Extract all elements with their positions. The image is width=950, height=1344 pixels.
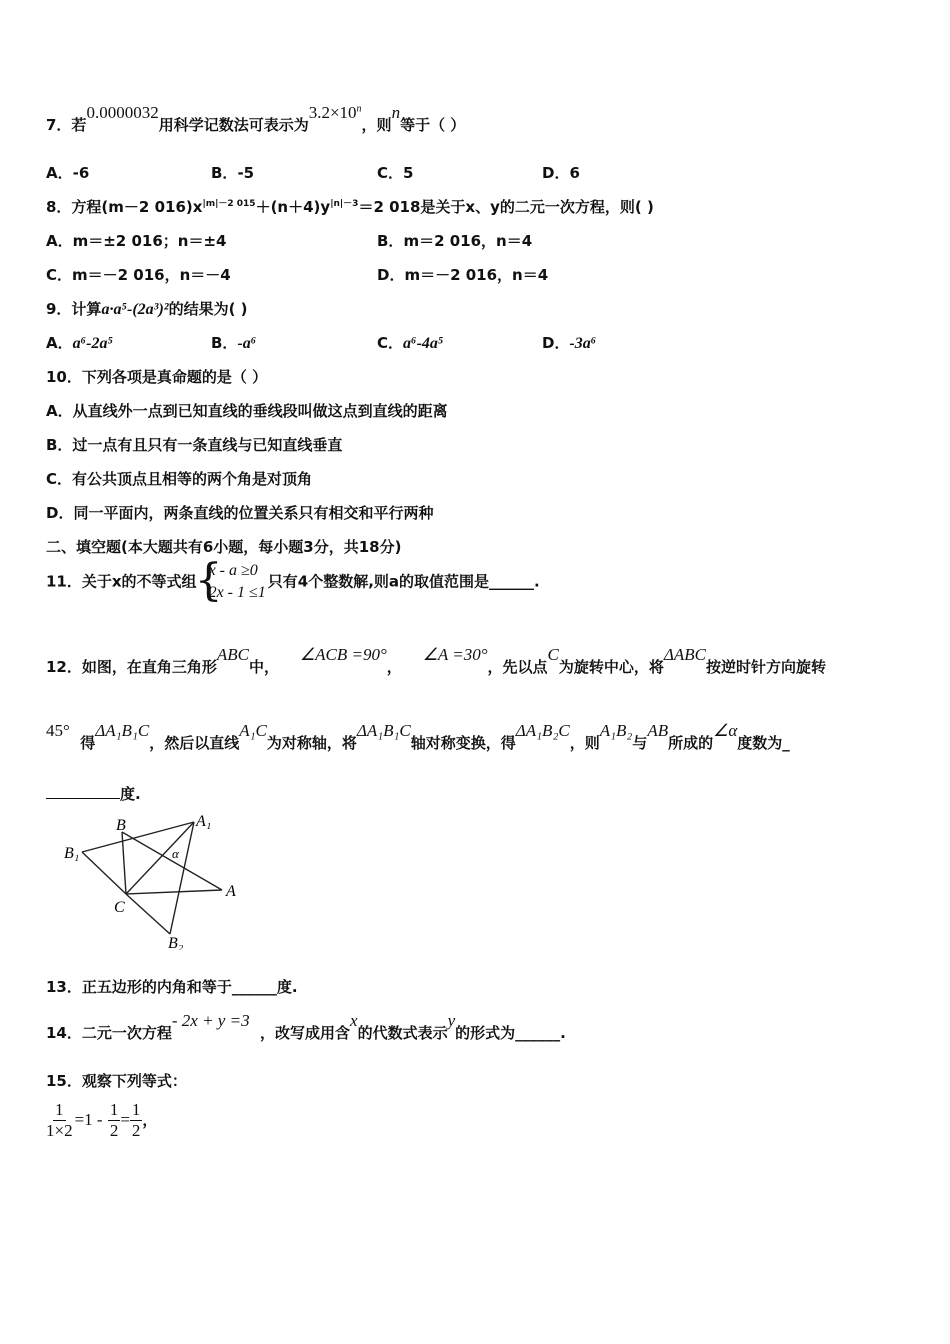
fig-label-c: C	[114, 899, 125, 916]
q10-stem: 10．下列各项是真命题的是（ ）	[46, 368, 268, 386]
segment-c-a1	[126, 822, 194, 894]
fig-label-alpha: α	[172, 846, 179, 861]
q13-stem: 13．正五边形的内角和等于______度.	[46, 978, 298, 996]
q9-expr: a·a⁵-(2a³)²	[101, 301, 169, 318]
q9-option-d[interactable]: D．-3a⁶	[542, 334, 597, 352]
q9-stem: 9．计算a·a⁵-(2a³)²的结果为( )	[46, 300, 248, 318]
q7-value: 0.0000032	[86, 103, 159, 122]
fig-label-b1: B₁	[64, 845, 80, 862]
q7-option-d[interactable]: D．6	[542, 164, 580, 182]
q9-option-a[interactable]: A．a⁶-2a⁵	[46, 334, 114, 352]
q12-line3: 度.	[46, 783, 141, 804]
segment-c-b2	[126, 894, 170, 934]
segment-b1-c	[82, 852, 126, 894]
fig-label-a: A	[226, 883, 236, 900]
fraction: $\frac{1}{2}$	[131, 1100, 141, 1140]
q10-option-a[interactable]: A．从直线外一点到已知直线的垂线段叫做这点到直线的距离	[46, 402, 448, 420]
q8-option-d[interactable]: D．m＝－2 016，n＝4	[377, 266, 549, 284]
q7-option-a[interactable]: A．-6	[46, 164, 90, 182]
q9-option-b[interactable]: B．-a⁶	[211, 334, 257, 352]
q15-equation: $\frac{1}{1\times 2}$ =1 - $\frac{1}{2}$ = $\frac{1}{2}$ ，	[46, 1100, 158, 1140]
q10-option-b[interactable]: B．过一点有且只有一条直线与已知直线垂直	[46, 436, 343, 454]
q7-option-c[interactable]: C．5	[377, 164, 414, 182]
q10-option-c[interactable]: C．有公共顶点且相等的两个角是对顶角	[46, 470, 313, 488]
fraction: $\frac{1}{2}$	[109, 1100, 119, 1140]
fig-label-b: B	[116, 817, 126, 834]
q11-stem: 11．关于x的不等式组 { x - a ≥0 2x - 1 ≤1 只有4个整数解,则a的取值范围是______.	[46, 560, 540, 604]
section-heading: 二、填空题(本大题共有6小题，每小题3分，共18分)	[46, 538, 402, 556]
inequality-system: { x - a ≥0 2x - 1 ≤1	[199, 560, 266, 604]
q9-option-c[interactable]: C．a⁶-4a⁵	[377, 334, 444, 352]
segment-a1-b2	[170, 822, 194, 934]
fraction: $\frac{1}{1\times 2}$	[46, 1100, 73, 1140]
answer-blank	[46, 798, 120, 799]
q8-option-a[interactable]: A．m＝±2 016；n＝±4	[46, 232, 227, 250]
q14-stem: 14．二元一次方程- 2x + y =3 ，改写成用含x的代数式表示y的形式为______.	[46, 1011, 566, 1042]
segment-b-a	[122, 832, 222, 890]
q15-stem: 15．观察下列等式：	[46, 1072, 187, 1090]
q7-option-b[interactable]: B．-5	[211, 164, 255, 182]
fig-label-b2: B₂	[168, 935, 184, 950]
q8-option-b[interactable]: B．m＝2 016，n＝4	[377, 232, 533, 250]
fig-label-a1: A₁	[196, 813, 212, 830]
q12-line1: 12．如图，在直角三角形ABC中， ∠ACB =90°， ∠A =30°，先以点C为旋转中心，将ΔABC按逆时针方向旋转	[46, 645, 827, 676]
q7-expr: $3.2\times 10^n$	[308, 103, 362, 122]
segment-c-a	[126, 890, 222, 894]
q8-stem: 8．方程(m－2 $016)x^{|m|-2 015}+(n+4)y^{|n|-3}=2$ 018是关于x、y的二元一次方程，则( )	[46, 198, 654, 216]
q12-triangle-figure	[62, 810, 252, 950]
q7-stem: 7．若0.0000032用科学记数法可表示为$3.2\times 10^n$，则n等于（ ）	[46, 103, 466, 134]
q10-option-d[interactable]: D．同一平面内，两条直线的位置关系只有相交和平行两种	[46, 504, 434, 522]
q8-option-c[interactable]: C．m＝－2 016，n＝－4	[46, 266, 231, 284]
q12-line2: 45° 得ΔA₁B₁C，然后以直线A₁C为对称轴，将ΔA₁B₁C轴对称变换，得ΔA₁B₂C，则A₁B₂与AB所成的∠α度数为_	[46, 721, 790, 752]
